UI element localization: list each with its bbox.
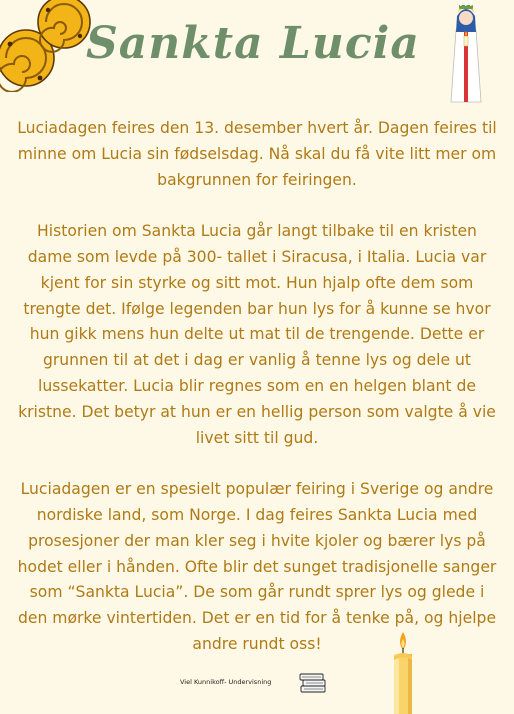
saffron-bun-icon xyxy=(0,0,92,92)
books-icon xyxy=(299,670,327,694)
paragraph-intro: Luciadagen feires den 13. desember hvert år. Dagen feires til minne om Lucia sin fødselsdag. Nå skal du få vite litt mer om bakgrunnen for feiringen. xyxy=(17,119,497,189)
body-text xyxy=(14,116,500,658)
candle-icon xyxy=(390,630,416,714)
lucia-figure-icon xyxy=(445,0,487,104)
paragraph-celebration: Luciadagen er en spesielt populær feiring i Sverige og andre nordiske land, som Norge. I dag feires Sankta Lucia med prosesjoner der man kler seg i hvite kjoler og bærer lys på hodet eller i hånden. Ofte blir det sunget tradisjonelle sanger som “Sankta Lucia”. De som går rundt sprer lys og glede i den mørke vintertiden. Det er en tid for å tenke på, og hjelpe andre rundt oss! xyxy=(17,480,497,653)
page-title: Sankta Lucia xyxy=(86,18,420,69)
paragraph-history: Historien om Sankta Lucia går langt tilbake til en kristen dame som levde på 300- tallet i Siracusa, i Italia. Lucia var kjent for sin styrke og sitt mot. Hun hjalp ofte dem som trengte det. Ifølge legenden bar hun lys for å kunne se hvor hun gikk mens hun delte ut mat til de trengende. Dette er grunnen til at det i dag er vanlig å tenne lys og dele ut lussekatter. Lucia blir regnes som en en helgen blant de kristne. Det betyr at hun er en hellig person som valgte å vie livet sitt til gud. xyxy=(18,222,496,447)
footer-credit: Viel Kunnikoff- Undervisning xyxy=(180,678,272,686)
